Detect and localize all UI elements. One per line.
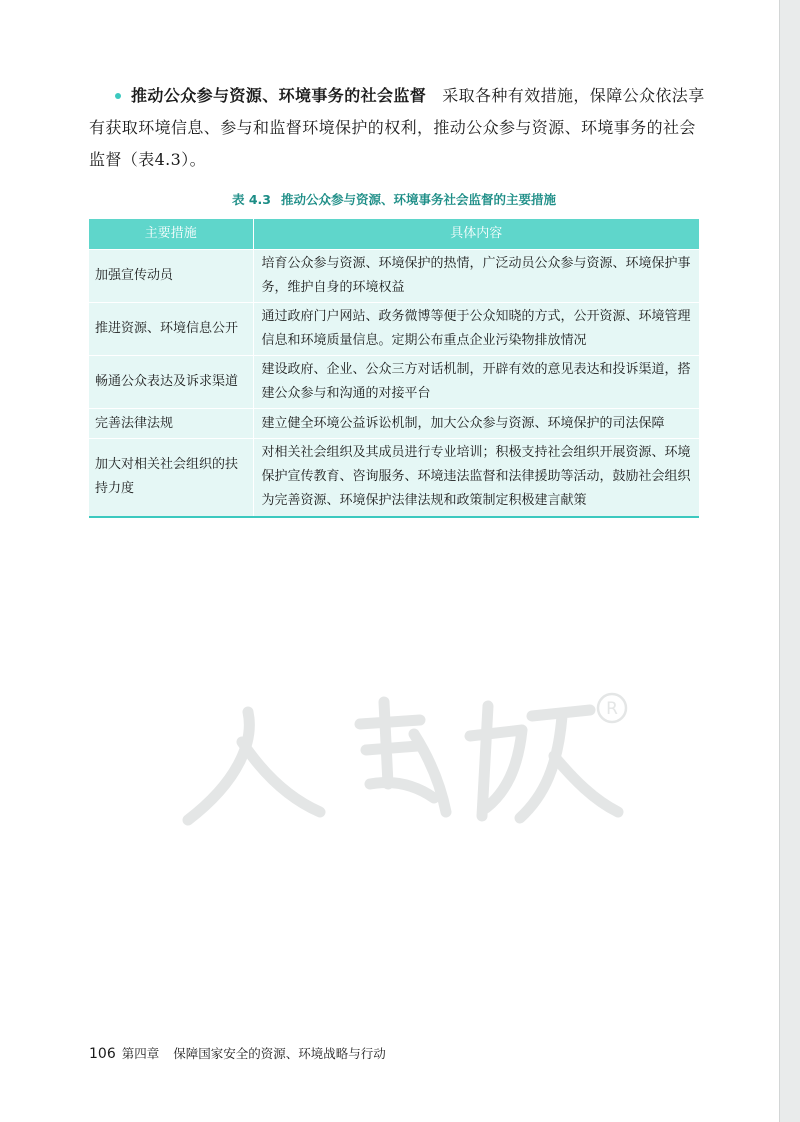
table-caption-title: 推动公众参与资源、环境事务社会监督的主要措施: [280, 192, 556, 207]
table-row: [89, 250, 699, 303]
page-edge-strip: [780, 0, 800, 1122]
row-content: 建立健全环境公益诉讼机制，加大公众参与资源、环境保护的司法保障: [253, 409, 699, 439]
row-measure: 加强宣传动员: [89, 250, 253, 303]
row-measure: 畅通公众表达及诉求渠道: [89, 356, 253, 409]
row-measure: 推进资源、环境信息公开: [89, 303, 253, 356]
table-caption-number: 表 4.3: [231, 192, 271, 207]
table-header-row: [89, 219, 699, 250]
page-number: 106: [89, 1046, 116, 1062]
chapter-title: 保障国家安全的资源、环境战略与行动: [173, 1046, 386, 1061]
row-content: 建设政府、企业、公众三方对话机制，开辟有效的意见表达和投诉渠道，搭建公众参与和沟通的对接平台: [253, 356, 699, 409]
intro-body: 采取各种有效措施，保障公众依法享有获取环境信息、参与和监督环境保护的权利，推动公众参与资源、环境事务的社会监督（表4.3）。: [89, 86, 705, 169]
row-content: 对相关社会组织及其成员进行专业培训；积极支持社会组织开展资源、环境保护宣传教育、咨询服务、环境违法监督和法律援助等活动，鼓励社会组织为完善资源、环境保护法律法规和政策制定积极建言献策: [253, 439, 699, 517]
intro-paragraph: [89, 80, 709, 176]
table-row: [89, 303, 699, 356]
publisher-watermark-logo: [170, 680, 650, 840]
chapter-label: 第四章: [121, 1046, 160, 1061]
header-measure: 主要措施: [89, 219, 253, 250]
table-caption: [89, 190, 699, 208]
svg-text:R: R: [606, 699, 618, 719]
table-row: [89, 409, 699, 439]
header-content: 具体内容: [253, 219, 699, 250]
row-content: 培育公众参与资源、环境保护的热情，广泛动员公众参与资源、环境保护事务，维护自身的环境权益: [253, 250, 699, 303]
row-content: 通过政府门户网站、政务微博等便于公众知晓的方式，公开资源、环境管理信息和环境质量信息。定期公布重点企业污染物排放情况: [253, 303, 699, 356]
page-footer: [89, 1044, 386, 1062]
table-row: [89, 356, 699, 409]
table-row: [89, 439, 699, 517]
intro-heading: 推动公众参与资源、环境事务的社会监督: [131, 86, 427, 105]
row-measure: 完善法律法规: [89, 409, 253, 439]
measures-table: [89, 219, 699, 518]
bullet-icon: [115, 93, 121, 99]
row-measure: 加大对相关社会组织的扶持力度: [89, 439, 253, 517]
